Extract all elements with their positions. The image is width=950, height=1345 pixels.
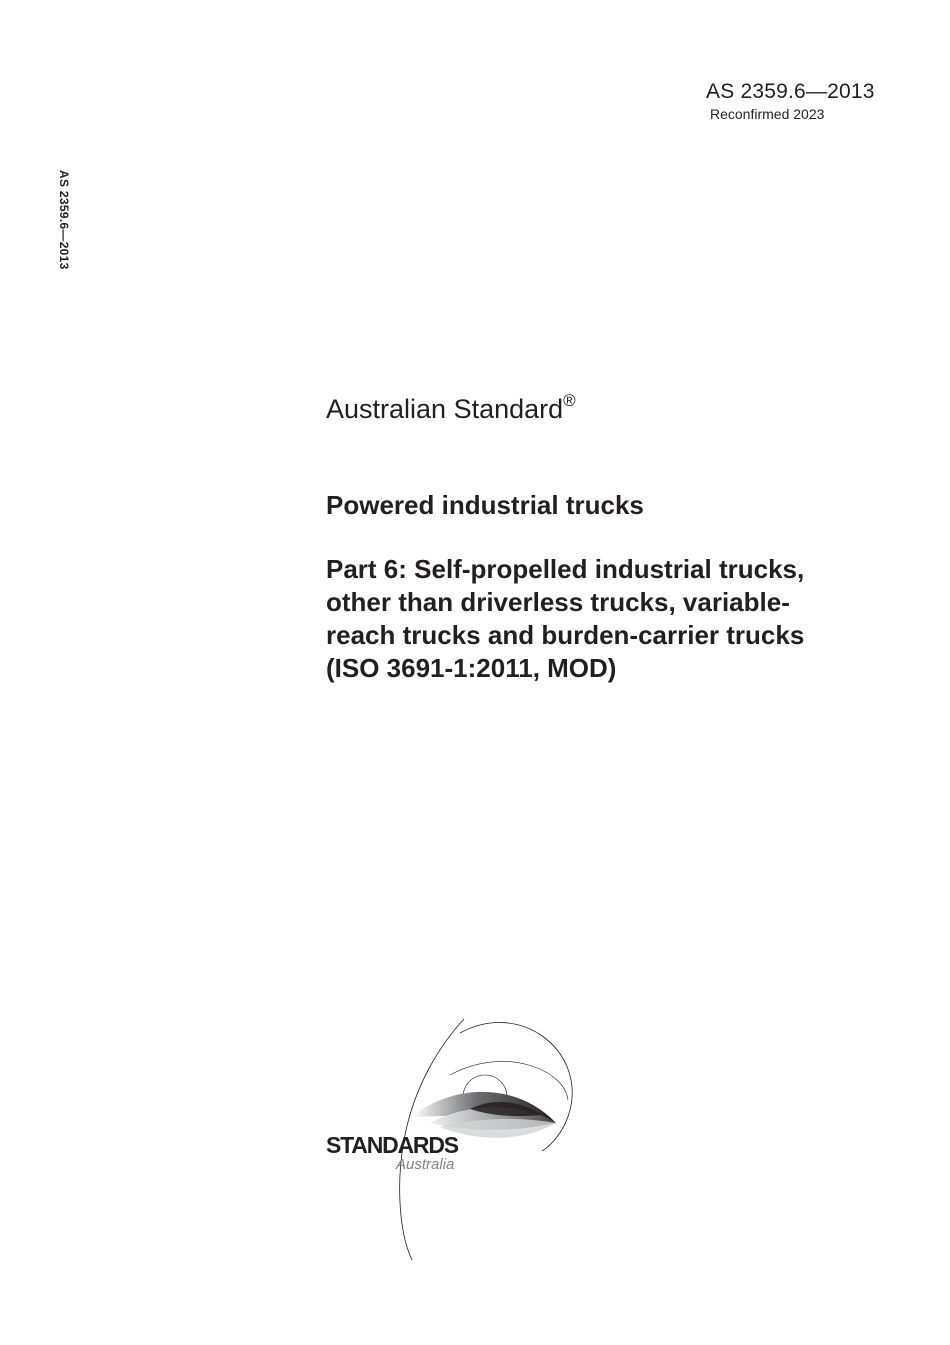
part-title (326, 553, 916, 685)
reconfirmed-note: Reconfirmed 2023 (710, 106, 825, 122)
logo-wordmark-secondary: Australia (396, 1156, 455, 1173)
standards-australia-logo-icon (320, 1005, 590, 1275)
part-title-line: other than driverless trucks, variable- (326, 587, 790, 617)
document-number: AS 2359.6—2013 (706, 80, 875, 103)
document-title: Powered industrial trucks (326, 490, 644, 520)
part-title-line: reach trucks and burden-carrier trucks (326, 620, 805, 650)
series-name-text: Australian Standard (326, 394, 564, 424)
standards-australia-logo (320, 1005, 590, 1275)
logo-wordmark-primary: STANDARDS (326, 1132, 458, 1158)
part-title-line: Part 6: Self-propelled industrial trucks, (326, 554, 805, 584)
part-title-line: (ISO 3691-1:2011, MOD) (326, 653, 617, 683)
series-name (326, 386, 576, 426)
spine-label: AS 2359.6—2013 (57, 170, 71, 270)
registered-mark: ® (563, 391, 576, 410)
